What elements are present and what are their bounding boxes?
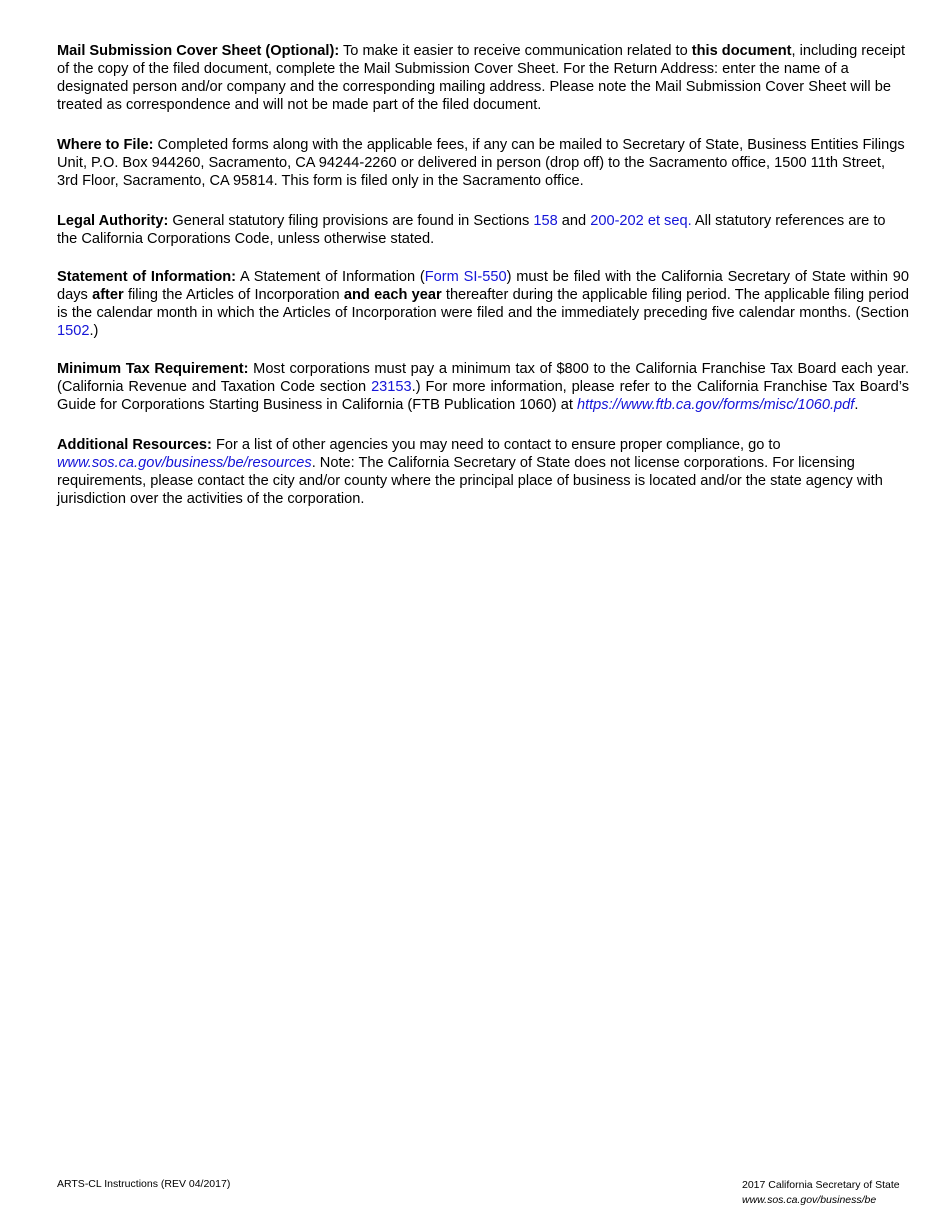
- minimum-tax-text-1: Most corporations must pay a minimum tax of $800 to the California Franchise Tax Board each year. (California Revenue and Taxation Code section: [57, 361, 910, 395]
- footer-website: www.sos.ca.gov/business/be: [742, 1194, 877, 1206]
- where-to-file-paragraph: [57, 136, 909, 190]
- legal-authority-text-2: and: [557, 213, 591, 229]
- sos-resources-link[interactable]: www.sos.ca.gov/business/be/resources: [57, 455, 312, 471]
- mail-cover-sheet-paragraph: [57, 42, 909, 114]
- minimum-tax-heading: Minimum Tax Requirement:: [57, 361, 249, 377]
- statement-info-text-4: thereafter during the applicable filing period. The applicable filing period is the calendar month in which the Articles of Incorporation were filed and the immediately preceding five calendar months. (Section: [57, 287, 909, 321]
- statement-info-text-3: filing the Articles of Incorporation: [123, 287, 344, 303]
- footer-publisher: [742, 1178, 900, 1208]
- mail-cover-bold-text: this document: [691, 43, 792, 59]
- footer-form-revision: ARTS-CL Instructions (REV 04/2017): [57, 1178, 231, 1190]
- mail-cover-sheet-heading: Mail Submission Cover Sheet (Optional):: [57, 43, 340, 59]
- section-23153-link[interactable]: 23153: [371, 379, 412, 395]
- minimum-tax-paragraph: [57, 360, 909, 414]
- minimum-tax-text-2: .) For more information, please refer to the California Franchise Tax Board’s Guide for Corporations Starting Business in California (FTB Publication 1060) at: [57, 379, 909, 413]
- additional-resources-text-2: . Note: The California Secretary of State does not license corporations. For licensing requirements, please contact the city and/or county where the principal place of business is located and/or the state agency with jurisdiction over the activities of the corporation.: [57, 455, 883, 507]
- legal-authority-paragraph: [57, 212, 909, 248]
- footer-copyright: 2017 California Secretary of State: [742, 1179, 900, 1191]
- minimum-tax-text-3: .: [854, 397, 859, 413]
- statement-info-bold-each-year: and each year: [343, 287, 442, 303]
- statement-info-bold-after: after: [92, 287, 124, 303]
- statement-of-information-paragraph: [57, 268, 909, 340]
- form-si-550-link[interactable]: Form SI-550: [424, 269, 507, 285]
- statement-of-information-heading: Statement of Information:: [57, 269, 237, 285]
- legal-authority-text-1: General statutory filing provisions are found in Sections: [168, 213, 534, 229]
- statement-info-text-2: ) must be filed with the California Secretary of State within 90 days: [57, 269, 910, 303]
- statement-info-text-1: A Statement of Information (: [236, 269, 425, 285]
- where-to-file-heading: Where to File:: [57, 137, 154, 153]
- section-158-link[interactable]: 158: [533, 213, 558, 229]
- legal-authority-heading: Legal Authority:: [57, 213, 169, 229]
- mail-cover-text-1: To make it easier to receive communication related to: [339, 43, 692, 59]
- legal-authority-text-3: All statutory references are to the California Corporations Code, unless otherwise stated.: [57, 213, 886, 247]
- mail-cover-text-2: , including receipt of the copy of the filed document, complete the Mail Submission Cover Sheet. For the Return Address: enter the name of a designated person and/or company and the corresponding mailing address. Please note the Mail Submission Cover Sheet will be treated as correspondence and will not be made part of the filed document.: [57, 43, 906, 113]
- where-to-file-text: Completed forms along with the applicable fees, if any can be mailed to Secretary of State, Business Entities Filings Unit, P.O. Box 944260, Sacramento, CA 94244-2260 or delivered in person (drop off) to the Sacramento office, 1500 11th Street, 3rd Floor, Sacramento, CA 95814. This form is filed only in the Sacramento office.: [57, 137, 905, 189]
- additional-resources-paragraph: [57, 436, 909, 508]
- additional-resources-heading: Additional Resources:: [57, 437, 212, 453]
- instructions-body: [57, 42, 909, 530]
- ftb-publication-link[interactable]: https://www.ftb.ca.gov/forms/misc/1060.pdf: [576, 397, 855, 413]
- section-200-202-link[interactable]: 200-202 et seq.: [590, 213, 692, 229]
- additional-resources-text-1: For a list of other agencies you may need to contact to ensure proper compliance, go to: [211, 437, 781, 453]
- statement-info-text-5: .): [89, 323, 99, 339]
- section-1502-link[interactable]: 1502: [57, 323, 90, 339]
